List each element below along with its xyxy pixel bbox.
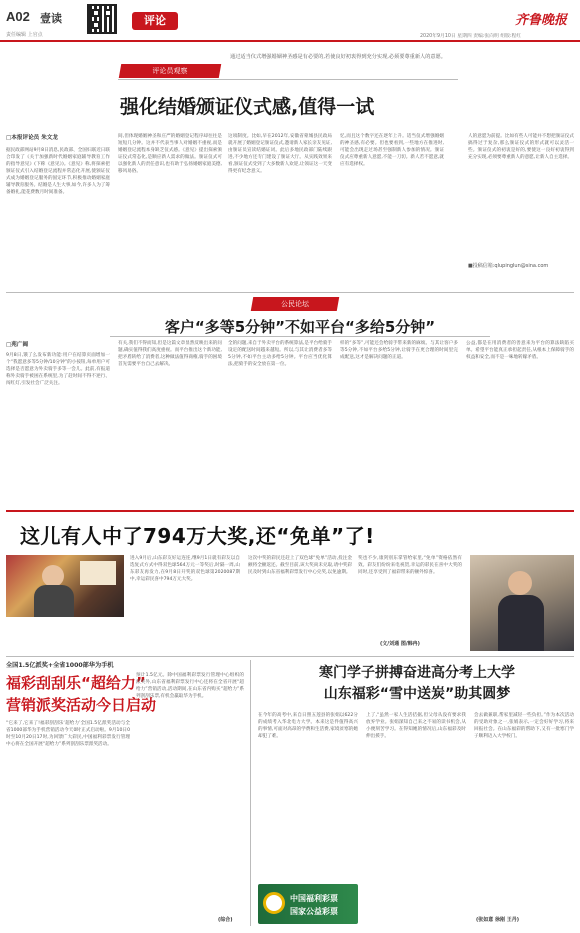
page-number: A02	[6, 9, 30, 24]
qr-code-icon	[87, 4, 117, 34]
article5-title1: 寒门学子拼搏奋进高分考上大学	[319, 665, 515, 681]
article1-col4: 忆,而且这个数字还在逐年上升。适当仪式增强婚姻的神圣感,有必要。但也要看到,一些地方在推进时,可能会出现走过场甚至强制新人参加的情况。颁证仪式应尊重新人意愿,不能一刀切。新人若不愿意,就应有选择权。	[340, 134, 444, 167]
header-date: 2020年9月10日 星期四 责编:张向明 组版:程红	[420, 34, 522, 39]
article2-col3: 全的问题,来自于外卖平台的系统算法,是平台给骑手设定的配送时间越来越短。所以,与其让消费者多等5分钟,不如平台主动多给5分钟。平台应当优化算法,把骑手的安全放在第一位。	[228, 341, 332, 367]
editors-line: 责任编辑 上官点	[6, 32, 43, 38]
article4-col2: 预计1.5亿元。除中国福利彩票发行管理中心组织的派奖外,山东省福利彩票发行中心还将在全省开展“超给力”营销活动,活动期间,在山东省内购买“超给力”系列刮刮乐票,有机会赢取华为手机。	[136, 673, 244, 699]
article5-col2: 上了,“虽然一家人生活拮据,但父母从没有要求我放弃学业。张娟深知自己来之不易的读书机会,从小便刻苦学习。在得知她的情况后,山东福彩及时伸出援手。	[366, 713, 466, 739]
welfare-lottery-logo	[258, 884, 358, 924]
article5-footer: (张如意 徐刚 王丹)	[476, 917, 520, 923]
section-name: 壹读	[40, 12, 62, 25]
article1-byline: □本报评论员 朱文龙	[6, 135, 58, 141]
article1-kicker: 评论员观察	[119, 64, 221, 78]
article4-footer: (综合)	[218, 917, 233, 923]
article3-title: 这儿有人中了794万大奖,还“免单”了!	[20, 524, 375, 548]
lottery-photo-2	[470, 555, 574, 651]
article4-kicker: 全国1.5亿派奖+全省1000部华为手机	[6, 662, 114, 669]
article5-col1: 在今年的高考中,来自日照五莲县的张娟以622分的成绩考入华北电力大学。本来这是件值得高兴的事情,可面对高昂的学费和生活费,家境贫寒的她却犯了难。	[258, 713, 358, 739]
page-header	[0, 0, 580, 42]
article4-col1: “它来了,它来了!福彩刮刮乐‘超给力’全国1.5亿派奖活动与全省1000部华为手机营销活动今天0时正式启动啦。9月10日0时至10月20日17时,为回馈广大彩民,中国福利彩票发行管理中心将在全国开展“超给力”系列刮刮乐票派奖活动。	[6, 721, 130, 747]
article5-col3: 会去做兼职,帮家里减轻一些负担。”作为本次活动的受助对象之一,张娟表示,一定会好好学习,将来回报社会。在山东福彩的帮助下,又有一批寒门学子顺利迈入大学校门。	[474, 713, 574, 739]
article1-col2: 间,但体现婚姻神圣和庄严的婚姻登记程序却往往是短短几分钟。这并不代表当事人对婚姻不重视,而是婚姻登记流程本身缺乏仪式感。《意见》提出探索颁证仪式常态化,是顺应新人需求的做法。颁证仪式可以强化新人的责任意识,也有助于弘扬婚姻家庭美德,移风易俗。	[118, 134, 222, 174]
article2-col6: 公益,都是在用消费者的善意来为平台的算法缺陷买单。希望平台能真正承担起责任,从根本上保障骑手的权益和安全,而不是一味地转嫁矛盾。	[466, 341, 574, 360]
article2-col1: 9月8日,饿了么发布新功能:用户在结算页面增加一个“我愿意多等5分钟/10分钟”的小按钮,每单用户可选择是否愿意为外卖骑手多等一会儿。此前,有报道称外卖骑手被困在系统里,为了赶时间不得不逆行、闯红灯,引发社会广泛关注。	[6, 353, 110, 386]
article2-byline: □苑广阔	[6, 342, 29, 348]
article4-title2: 营销派奖活动今日启动	[6, 696, 157, 714]
logo-text-1: 中国福利彩票	[290, 894, 338, 903]
article1-col3: 这项制度。比如,早在2012年,安徽省蒙城县民政局就开展了婚姻登记颁证仪式,邀请新人家长亲友见证,由颁证员宣读结婚证词。此后多地民政部门陆续跟进,不少地方还专门建设了颁证大厅。从实践效果来看,颁证仪式受到了大多数新人欢迎,让领证这一天变得更有纪念意义。	[228, 134, 332, 174]
article3-col4: 奖也不少,康剑别东掌管给家里,“免单”资格依然有效。彩友们纷纷来电祝贺,幸运的彩民在喜中大奖的同时,还享受到了福彩带来的额外惊喜。	[358, 556, 462, 575]
article3-col3: 这次中奖的彩民还赶上了双色球“免单”活动,投注金额将全额返还。截至目前,该大奖尚未兑取,请中奖彩民及时到山东省福利彩票发行中心兑奖,以免逾期。	[248, 556, 352, 575]
article1-contact: ■投稿信箱:qlupinglun@sina.com	[468, 263, 549, 269]
article3-footer: (文/刘通 图/韩冉)	[380, 641, 420, 647]
article5-title2: 山东福彩“雪中送炭”助其圆梦	[323, 686, 511, 702]
masthead-logo: 齐鲁晚报	[515, 13, 568, 28]
article2-title: 客户“多等5分钟”不如平台“多给5分钟”	[164, 318, 436, 336]
lottery-photo	[6, 555, 124, 617]
article2-col2: 有关,我们不得而知,但是这篇文章显然反映出来的问题,确实值得我们高度重视。而平台推出这个新功能,把矛盾转给了消费者,这种做法值得商榷,骑手的困境首先需要平台自己去解决。	[118, 341, 222, 367]
article2-kicker: 公民论坛	[251, 297, 339, 311]
logo-text-2: 国家公益彩票	[290, 907, 338, 916]
logo-circle-icon	[263, 892, 285, 914]
article1-deck: 通过适当仪式增强婚姻神圣感是有必要的,若使良好初衷得到充分实现,必须要尊重新人的意愿。	[230, 54, 446, 60]
article3-col1: 进入9月后,山东彩友好运连连,继9月1日就有彩友以自选复式方式中得双色球564万元一等奖后,时隔一周,山东彩友再发力,在9月8日开奖的双色球第2020087期中,幸运彩民喜中794万元大奖。	[130, 556, 240, 582]
article1-col6: 人的意愿为前提。比如有些人可能并不想把颁证仪式搞得过于复杂,那么颁证仪式的形式就可以灵活一些。颁证仪式的初衷是好的,要使这一良好初衷得到充分实现,必须要尊重新人的意愿,让新人自主选择。	[468, 134, 574, 160]
column-tab-label: 评论	[144, 14, 166, 27]
article2-col5: 样的“多等”,可能还会给骑手带来新的麻烦。与其让客户多等5分钟,不如平台多给5分钟,让骑手在更合理的时间里完成配送,这才是解决问题的正道。	[340, 341, 458, 360]
article1-col1: 据民政部网站9月8日消息,民政部、全国妇联近日联合印发了《关于加强新时代婚姻家庭辅导教育工作的指导意见》(下称《意见》)。《意见》称,将探索把颁证仪式引入结婚登记流程并常态化开展,使颁证仪式成为婚姻登记服务的固定环节,积极推动婚姻家庭辅导教育服务。结婚是人生大事,如今,许多人为了筹备婚礼,能花费数月时间准备。	[6, 148, 110, 195]
article4-title1: 福彩刮刮乐“超给力”	[6, 674, 146, 692]
article1-title: 强化结婚颁证仪式感,值得一试	[120, 96, 375, 118]
column-tab	[132, 12, 178, 30]
